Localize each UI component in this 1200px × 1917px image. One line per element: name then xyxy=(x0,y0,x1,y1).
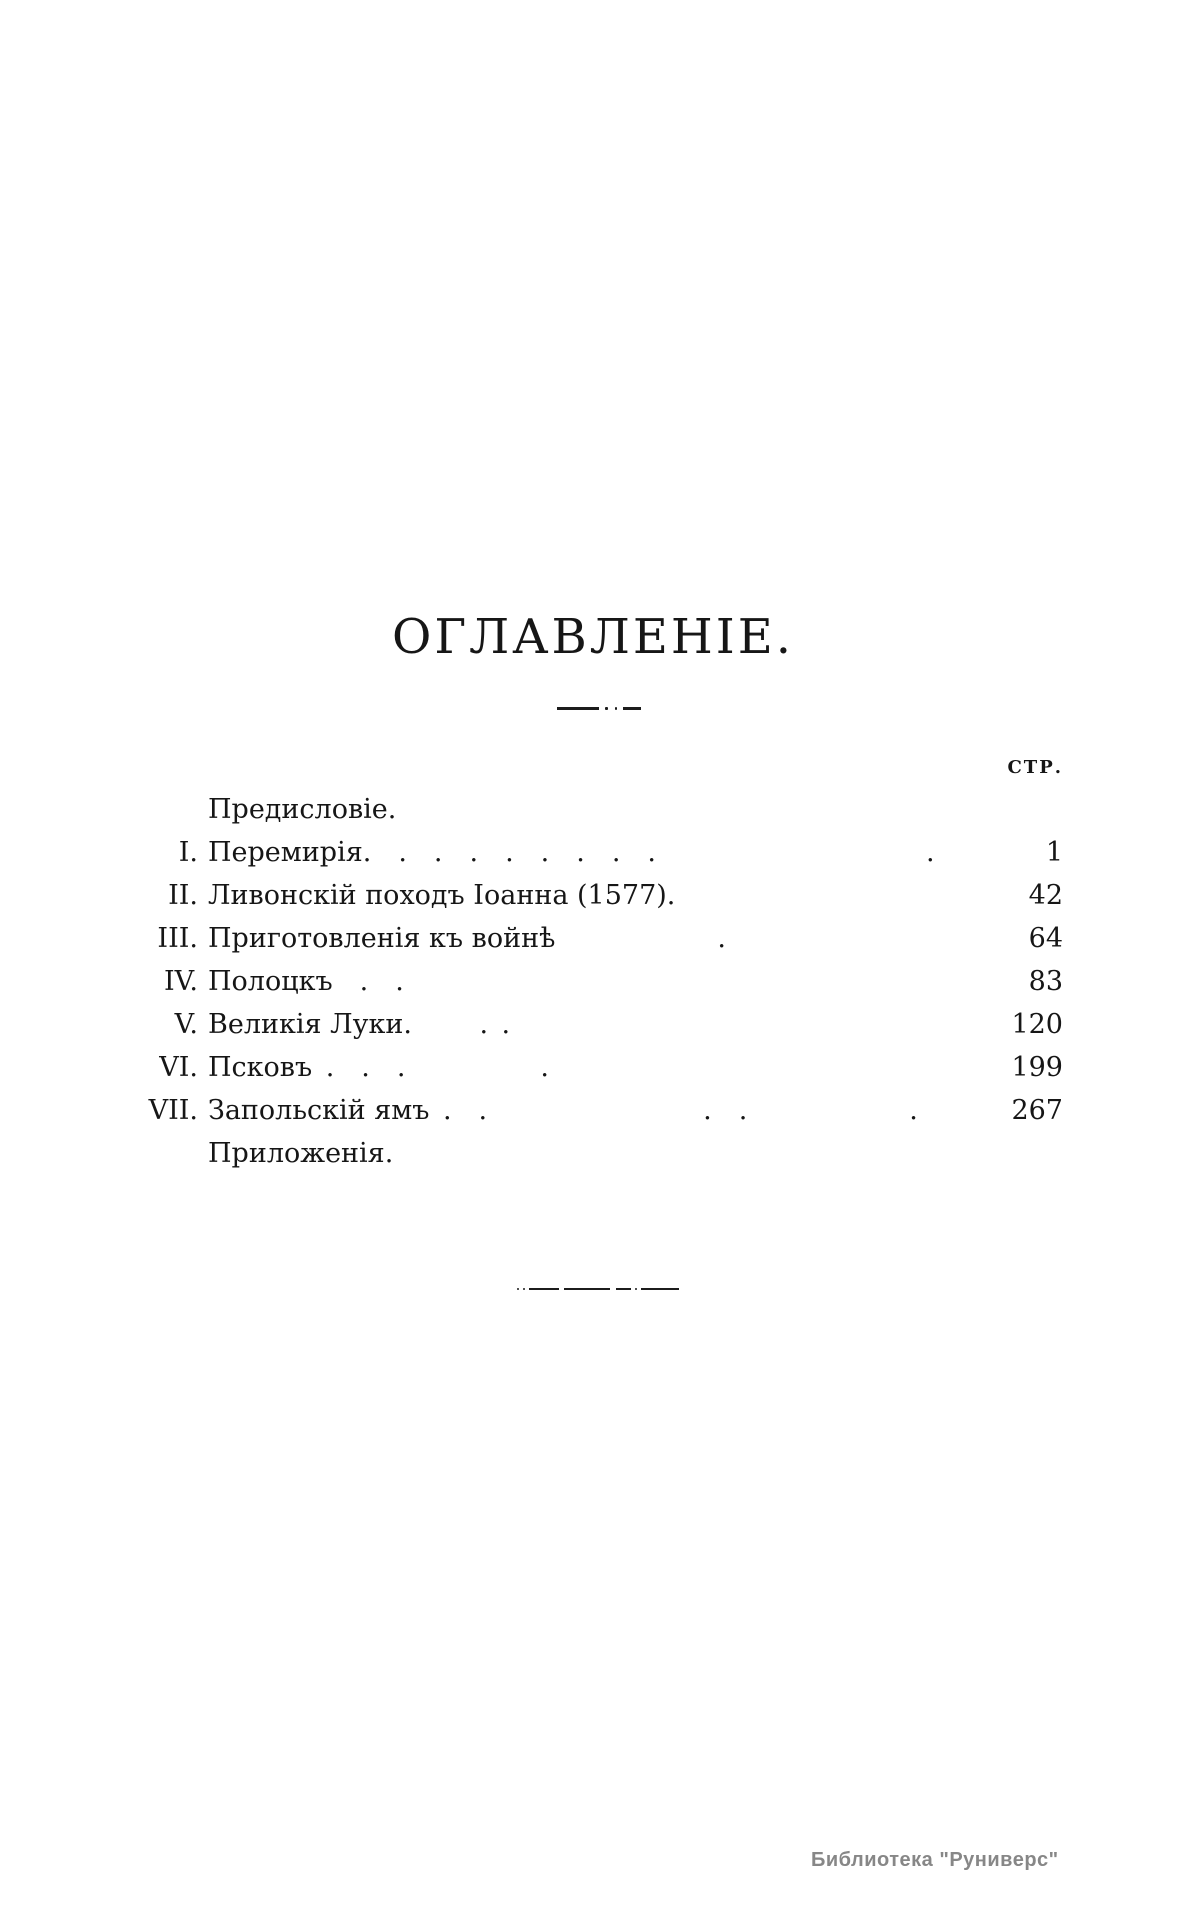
toc-leader-dots: . . . . . . . . . . xyxy=(362,837,935,868)
toc-entry-title: Предисловіе. xyxy=(208,794,397,825)
toc-row xyxy=(130,1003,1063,1046)
divider-segment xyxy=(623,707,641,710)
toc-roman-numeral: VI. xyxy=(159,1052,198,1083)
toc-row xyxy=(130,788,1063,831)
toc-list xyxy=(130,788,1063,1175)
library-watermark: Библиотека "Руниверс" xyxy=(811,1849,1059,1871)
toc-roman-numeral: III. xyxy=(157,923,198,954)
toc-page-number: 83 xyxy=(1028,966,1063,997)
toc-entry-title: Приложенія. xyxy=(208,1138,394,1169)
divider-dot xyxy=(615,707,617,710)
toc-row xyxy=(130,831,1063,874)
toc-page-number: 199 xyxy=(1011,1052,1063,1083)
toc-leader-dots: . . . . . xyxy=(429,1095,918,1126)
toc-row xyxy=(130,1132,1063,1175)
toc-roman-numeral: IV. xyxy=(163,966,198,997)
page-title: ОГЛАВЛЕНІЕ. xyxy=(391,609,795,665)
divider-dot xyxy=(517,1288,519,1290)
toc-row xyxy=(130,1046,1063,1089)
divider-dot xyxy=(523,1288,525,1290)
toc-entry-title: Полоцкъ xyxy=(208,966,333,997)
page-column-header: СТР. xyxy=(1007,757,1063,778)
ornament-divider-bottom xyxy=(517,1288,679,1290)
toc-page-number: 267 xyxy=(1011,1095,1063,1126)
toc-roman-numeral: II. xyxy=(168,880,198,911)
toc-leader-dots: . xyxy=(555,923,726,954)
divider-segment xyxy=(557,707,599,710)
toc-entry-title: Ливонскій походъ Іоанна (1577). xyxy=(208,880,676,911)
toc-leader-dots: . . . . xyxy=(312,1052,550,1083)
toc-entry-title: Приготовленія къ войнѣ xyxy=(208,923,556,954)
toc-page-number: 1 xyxy=(1045,837,1063,868)
divider-segment xyxy=(616,1288,631,1290)
toc-roman-numeral: I. xyxy=(178,837,198,868)
toc-row xyxy=(130,960,1063,1003)
toc-entry-title: Перемирія xyxy=(208,837,363,868)
toc-entry-title: Псковъ xyxy=(208,1052,313,1083)
toc-leader-dots: . . xyxy=(332,966,404,997)
toc-leader-dots: . . xyxy=(411,1009,511,1040)
divider-dot xyxy=(635,1288,637,1290)
divider-segment xyxy=(641,1288,679,1290)
toc-page-number: 42 xyxy=(1028,880,1063,911)
toc-roman-numeral: V. xyxy=(174,1009,198,1040)
toc-entry-title: Запольскій ямъ xyxy=(208,1095,430,1126)
toc-page-number: 64 xyxy=(1028,923,1063,954)
divider-dot xyxy=(605,707,608,710)
toc-row xyxy=(130,917,1063,960)
toc-entry-title: Великія Луки. xyxy=(208,1009,412,1040)
toc-roman-numeral: VII. xyxy=(148,1095,198,1126)
toc-page-number: 120 xyxy=(1011,1009,1063,1040)
divider-segment xyxy=(564,1288,610,1290)
toc-row xyxy=(130,1089,1063,1132)
toc-row xyxy=(130,874,1063,917)
ornament-divider-top xyxy=(557,707,641,710)
divider-segment xyxy=(529,1288,559,1290)
